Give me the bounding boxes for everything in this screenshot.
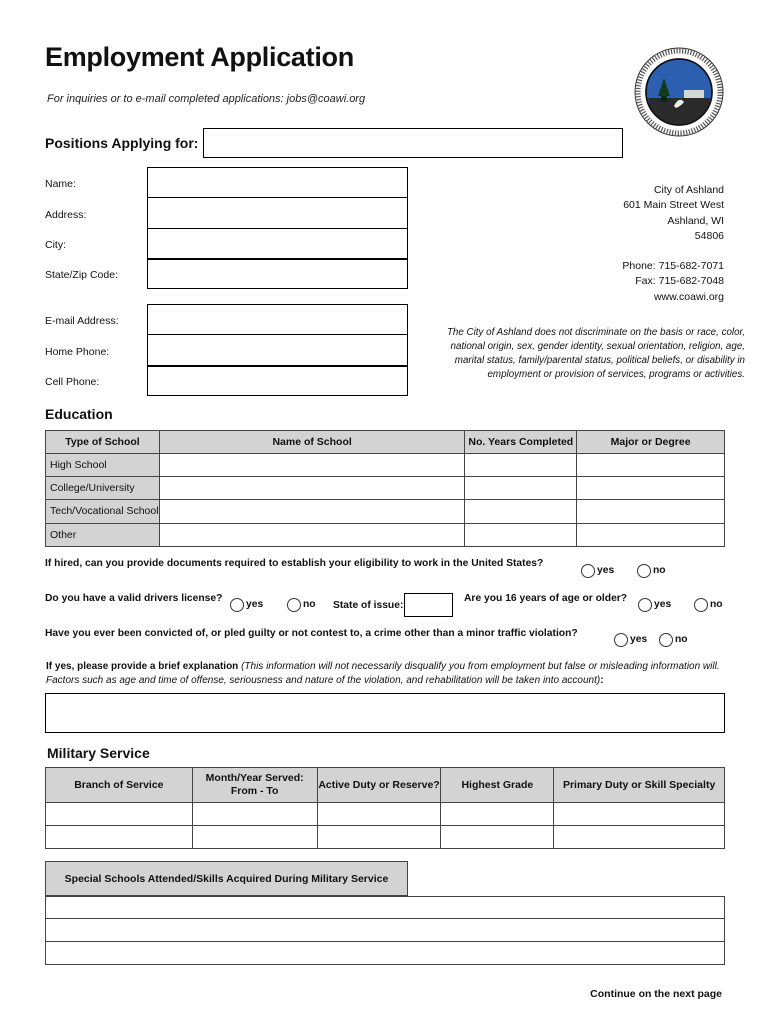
school-name-cell[interactable] — [159, 500, 464, 523]
col-served: Month/Year Served: From - To — [192, 768, 317, 803]
special-schools-line[interactable] — [45, 942, 725, 965]
age16-yes-label: yes — [654, 599, 672, 610]
row-label: Other — [46, 523, 160, 546]
state-of-issue-input[interactable] — [404, 593, 453, 617]
special-schools-line[interactable] — [45, 919, 725, 942]
city-name: City of Ashland — [653, 184, 724, 196]
city-zip: 54806 — [694, 229, 724, 242]
table-cell[interactable] — [46, 803, 193, 826]
address-field[interactable] — [147, 198, 408, 229]
col-branch: Branch of Service — [46, 768, 193, 803]
eligibility-yes-label: yes — [597, 565, 615, 576]
positions-input[interactable] — [203, 128, 623, 158]
continue-note: Continue on the next page — [590, 988, 722, 1000]
home-phone-field[interactable] — [147, 335, 408, 366]
conviction-yes-label: yes — [630, 634, 648, 645]
table-row — [46, 523, 725, 546]
page-subtitle: For inquiries or to e-mail completed applications: jobs@coawi.org — [47, 93, 366, 105]
city-fax: Fax: 715-682-7048 — [635, 275, 724, 288]
military-table — [45, 767, 725, 849]
nondiscrimination-statement: The City of Ashland does not discriminate on the basis or race, color, national origin, sex, gender identity, sexual orientation, religion, age, marital status, family/parental status, political beliefs, or disability in employment or provision of services, programs or activities. — [446, 327, 745, 380]
city-web: www.coawi.org — [653, 290, 724, 303]
col-type-of-school: Type of School — [46, 431, 160, 454]
eligibility-no-label: no — [653, 565, 666, 576]
name-field[interactable] — [147, 167, 408, 198]
age16-no-radio[interactable] — [694, 598, 708, 612]
table-cell[interactable] — [46, 826, 193, 849]
conviction-no-label: no — [675, 634, 688, 645]
address-label: Address: — [45, 209, 87, 221]
positions-label: Positions Applying for: — [45, 135, 199, 151]
email-label: E-mail Address: — [45, 315, 119, 327]
table-cell[interactable] — [192, 826, 317, 849]
page-title: Employment Application — [45, 42, 354, 72]
table-cell[interactable] — [554, 803, 725, 826]
table-row — [46, 477, 725, 500]
years-cell[interactable] — [465, 477, 577, 500]
explanation-colon: : — [600, 675, 604, 686]
city-contact-info — [622, 183, 724, 305]
city-phone: Phone: 715-682-7071 — [622, 260, 724, 273]
col-primary-duty: Primary Duty or Skill Specialty — [554, 768, 725, 803]
age16-yes-radio[interactable] — [638, 598, 652, 612]
license-question: Do you have a valid drivers license? — [45, 593, 223, 604]
city-seal-icon — [634, 46, 724, 138]
eligibility-yes-radio[interactable] — [581, 564, 595, 578]
license-yes-radio[interactable] — [230, 598, 244, 612]
table-row — [46, 454, 725, 477]
col-years-completed: No. Years Completed — [465, 431, 577, 454]
table-row — [46, 803, 725, 826]
school-name-cell[interactable] — [159, 477, 464, 500]
special-schools-line[interactable] — [45, 896, 725, 919]
table-cell[interactable] — [554, 826, 725, 849]
license-yes-label: yes — [246, 599, 264, 610]
table-cell[interactable] — [317, 826, 441, 849]
years-cell[interactable] — [465, 523, 577, 546]
row-label: Tech/Vocational School — [46, 500, 160, 523]
explanation-note: (This information will not necessarily disqualify you from employment but false or misleading information will. Factors such as age and time of offense, seriousness and nature of the violation, and rehabilitation will be taken into account) — [46, 661, 720, 686]
table-cell[interactable] — [192, 803, 317, 826]
city-city-state: Ashland, WI — [667, 214, 724, 227]
age16-question: Are you 16 years of age or older? — [464, 593, 628, 604]
conviction-yes-radio[interactable] — [614, 633, 628, 647]
state-zip-label: State/Zip Code: — [45, 269, 118, 281]
school-name-cell[interactable] — [159, 454, 464, 477]
special-schools-header: Special Schools Attended/Skills Acquired During Military Service — [45, 861, 408, 896]
education-table — [45, 430, 725, 547]
cell-phone-label: Cell Phone: — [45, 376, 100, 388]
table-row — [46, 826, 725, 849]
military-heading: Military Service — [47, 745, 150, 761]
col-major-degree: Major or Degree — [577, 431, 725, 454]
school-name-cell[interactable] — [159, 523, 464, 546]
cell-phone-field[interactable] — [147, 366, 408, 396]
state-zip-field[interactable] — [147, 259, 408, 289]
explanation-lead: If yes, please provide a brief explanation — [46, 661, 239, 672]
email-field[interactable] — [147, 304, 408, 335]
city-street: 601 Main Street West — [623, 199, 724, 212]
license-no-label: no — [303, 599, 316, 610]
table-cell[interactable] — [441, 826, 554, 849]
eligibility-no-radio[interactable] — [637, 564, 651, 578]
row-label: High School — [46, 454, 160, 477]
conviction-question: Have you ever been convicted of, or pled guilty or not contest to, a crime other than a minor traffic violation? — [45, 628, 578, 639]
table-row — [46, 500, 725, 523]
explanation-instructions — [46, 660, 736, 688]
license-no-radio[interactable] — [287, 598, 301, 612]
home-phone-label: Home Phone: — [45, 346, 110, 358]
years-cell[interactable] — [465, 454, 577, 477]
city-field[interactable] — [147, 229, 408, 259]
table-cell[interactable] — [441, 803, 554, 826]
row-label: College/University — [46, 477, 160, 500]
degree-cell[interactable] — [577, 454, 725, 477]
state-of-issue-label: State of issue: — [333, 600, 404, 611]
years-cell[interactable] — [465, 500, 577, 523]
degree-cell[interactable] — [577, 477, 725, 500]
education-heading: Education — [45, 406, 113, 422]
eligibility-question: If hired, can you provide documents required to establish your eligibility to work in the United States? — [45, 558, 544, 569]
col-name-of-school: Name of School — [159, 431, 464, 454]
col-active-reserve: Active Duty or Reserve? — [317, 768, 441, 803]
col-highest-grade: Highest Grade — [441, 768, 554, 803]
degree-cell[interactable] — [577, 500, 725, 523]
conviction-no-radio[interactable] — [659, 633, 673, 647]
degree-cell[interactable] — [577, 523, 725, 546]
age16-no-label: no — [710, 599, 723, 610]
name-label: Name: — [45, 178, 76, 190]
explanation-input[interactable] — [45, 693, 725, 733]
table-cell[interactable] — [317, 803, 441, 826]
city-label: City: — [45, 239, 66, 251]
